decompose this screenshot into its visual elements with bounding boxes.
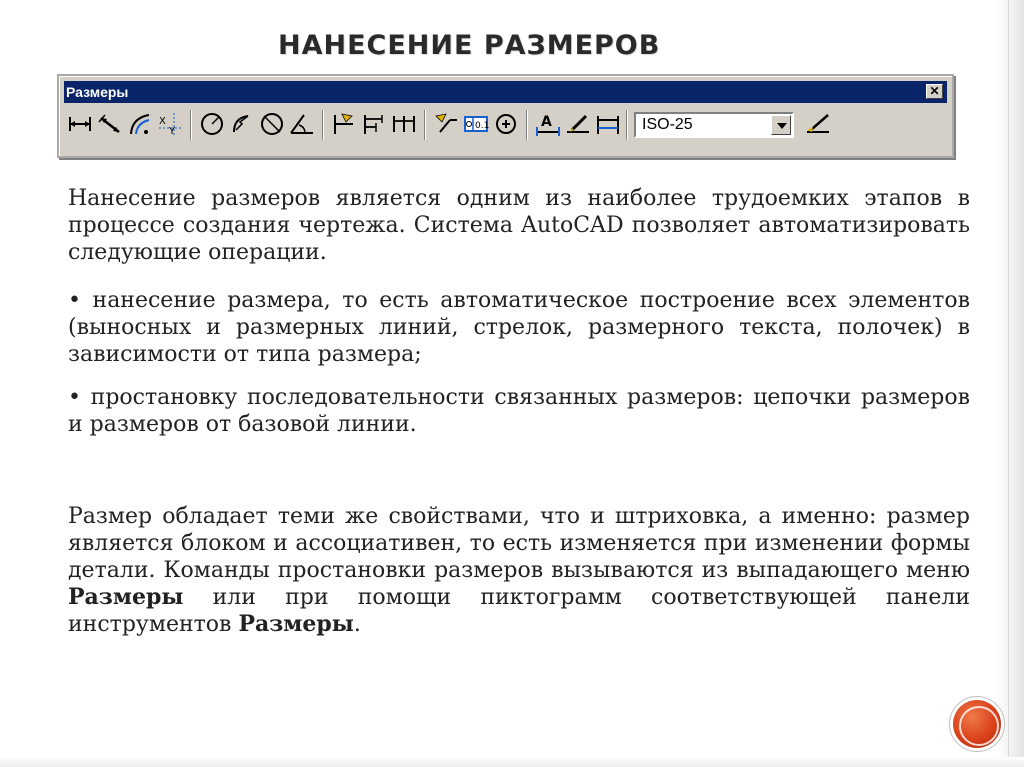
quick-leader-icon[interactable] [432, 110, 460, 138]
paragraph-bullet-2: • простановку последовательности связанных размеров: цепочки размеров и размеров от базовой линии. [68, 385, 970, 437]
aligned-dimension-icon[interactable] [96, 110, 124, 138]
diameter-dimension-icon[interactable] [258, 110, 286, 138]
toolbar-separator [190, 110, 192, 140]
baseline-dimension-icon[interactable] [360, 110, 388, 138]
menu-name-bold: Размеры [68, 584, 184, 610]
svg-text:A: A [541, 114, 552, 130]
close-button[interactable]: ✕ [926, 84, 943, 99]
radius-dimension-icon[interactable] [198, 110, 226, 138]
slide-bottom-edge [0, 757, 1024, 767]
slide-title: НАНЕСЕНИЕ РАЗМЕРОВ [278, 30, 661, 61]
jogged-radius-icon[interactable] [228, 110, 256, 138]
paragraph-properties-text-2: или при помощи пиктограмм соответствующей панели инструментов [68, 585, 970, 637]
dimension-update-icon[interactable] [594, 110, 622, 138]
toolbar-separator [526, 110, 528, 140]
dimension-text-edit-icon[interactable] [564, 110, 592, 138]
toolbar-buttons-row [64, 106, 947, 150]
paragraph-properties-text-3: . [353, 612, 361, 637]
arc-length-icon[interactable] [126, 110, 154, 138]
paragraph-properties [68, 503, 970, 638]
angular-dimension-icon[interactable] [288, 110, 316, 138]
slide-right-edge [996, 0, 1024, 767]
toolbar-separator [322, 110, 324, 140]
paragraph-bullet-1: • нанесение размера, то есть автоматическое построение всех элементов (выносных и размерных линий, стрелок, размерного текста, полочек) в зависимости от типа размера; [68, 288, 970, 367]
dimension-toolbar-window [57, 74, 954, 158]
toolbar-titlebar[interactable] [64, 81, 947, 103]
dimension-style-value: ISO-25 [642, 116, 693, 133]
continue-dimension-icon[interactable] [390, 110, 418, 138]
dimension-style-icon[interactable] [804, 110, 832, 138]
svg-text:X: X [159, 116, 166, 127]
chevron-down-icon[interactable] [771, 115, 791, 135]
toolbar-name-bold: Размеры [238, 611, 354, 637]
tolerance-icon[interactable] [462, 110, 490, 138]
dimension-style-select[interactable] [634, 112, 794, 138]
toolbar-separator [424, 110, 426, 140]
dimension-edit-icon[interactable] [534, 110, 562, 138]
logo-circle-icon [953, 700, 1001, 748]
linear-dimension-icon[interactable] [66, 110, 94, 138]
quick-dimension-icon[interactable] [330, 110, 358, 138]
svg-text:0.1: 0.1 [475, 121, 490, 131]
toolbar-separator [626, 110, 628, 140]
svg-text:Y: Y [169, 126, 176, 137]
paragraph-intro: Нанесение размеров является одним из наиболее трудоемких этапов в процессе создания чертежа. Система AutoCAD позволяет автоматизировать следующие операции. [68, 186, 970, 265]
paragraph-properties-text-1: Размер обладает теми же свойствами, что и штриховка, а именно: размер является блоком и ассоциативен, то есть изменяется при изменении формы детали. Команды простановки размеров вызываются из выпадающего меню [68, 504, 970, 583]
center-mark-icon[interactable] [492, 110, 520, 138]
toolbar-title: Размеры [66, 84, 129, 100]
ordinate-dimension-icon[interactable] [156, 110, 184, 138]
